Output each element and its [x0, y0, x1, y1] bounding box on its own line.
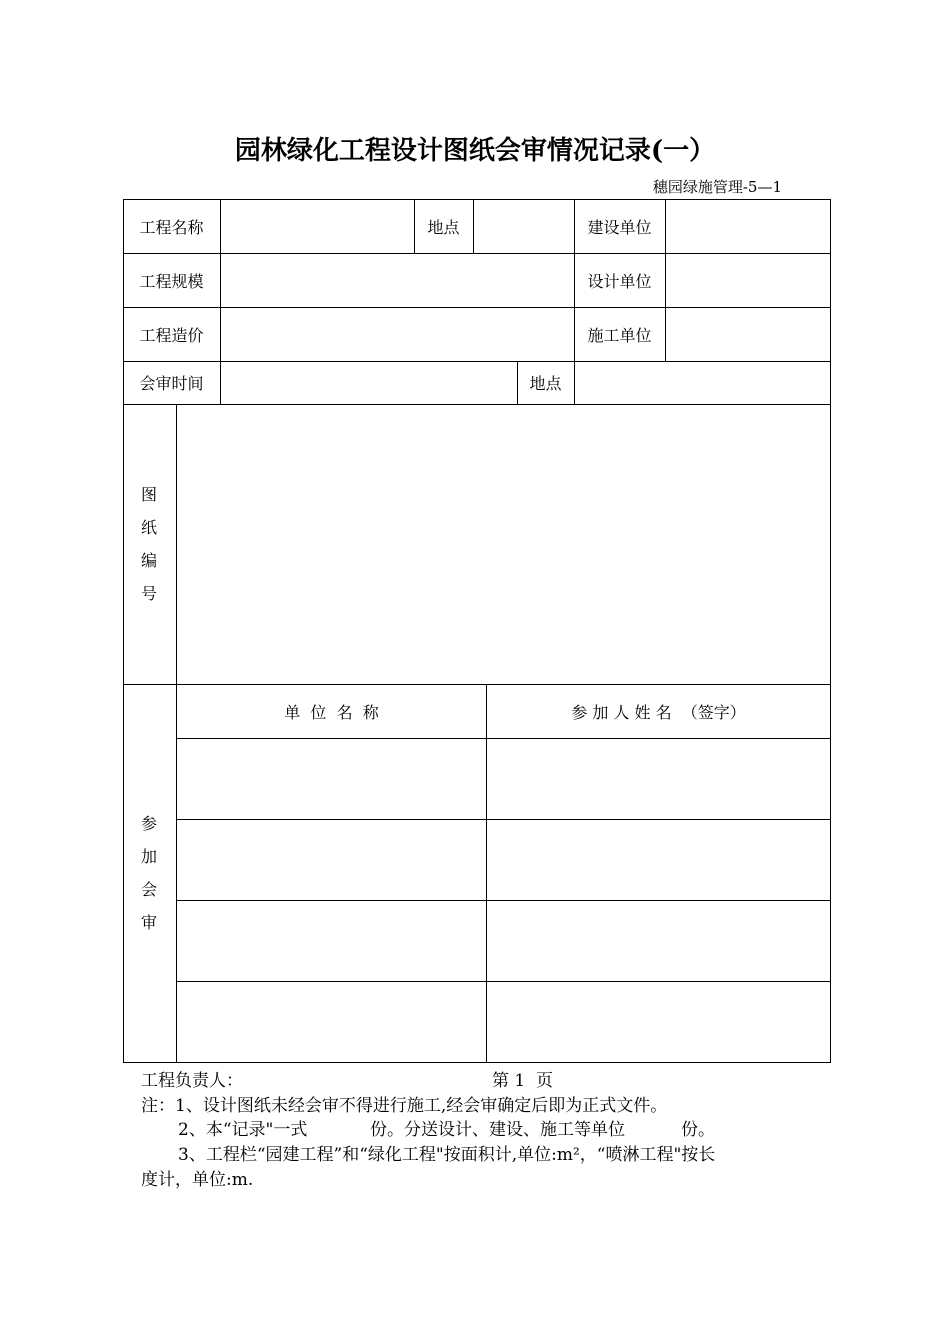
page-title: 园林绿化工程设计图纸会审情况记录(一）: [234, 136, 716, 166]
note-3-line-1: 3、工程栏“园建工程”和“绿化工程"按面积计,单位:m²，“喷淋工程"按长: [178, 1145, 716, 1165]
note-3-line-2: 度计，单位:m.: [141, 1170, 254, 1190]
label-construction-unit: 建设单位: [587, 217, 652, 237]
field-project-cost[interactable]: [221, 307, 574, 361]
note-1: 注：1、设计图纸未经会审不得进行施工,经会审确定后即为正式文件。: [141, 1096, 668, 1116]
participant-unit-cell[interactable]: [177, 820, 486, 900]
field-drawing-numbers[interactable]: [177, 405, 830, 684]
participant-signature-cell[interactable]: [487, 982, 830, 1062]
label-review-time: 会审时间: [139, 374, 204, 393]
label-project-scale: 工程规模: [139, 271, 204, 291]
header-unit-name: 单 位 名 称: [284, 703, 379, 722]
participant-signature-cell[interactable]: [487, 739, 830, 819]
field-construction-unit[interactable]: [666, 199, 830, 253]
field-design-unit[interactable]: [666, 253, 830, 307]
participant-unit-cell[interactable]: [177, 739, 486, 819]
review-form-table: [123, 199, 831, 1063]
participant-signature-cell[interactable]: [487, 820, 830, 900]
label-project-name: 工程名称: [139, 217, 204, 237]
label-participants: 参 加 会 审: [140, 814, 157, 932]
field-builder-unit[interactable]: [666, 307, 830, 361]
field-project-scale[interactable]: [221, 253, 574, 307]
note-2-part-c: 份。: [681, 1120, 715, 1140]
label-review-location: 地点: [529, 374, 562, 393]
note-2-part-b: 份。分送设计、建设、施工等单位: [370, 1120, 625, 1140]
participant-unit-cell[interactable]: [177, 901, 486, 981]
participant-unit-cell[interactable]: [177, 982, 486, 1062]
header-attendee-signature: 参 加 人 姓 名 （签字）: [571, 703, 746, 722]
form-code: 穗园绿施管理-5—1: [652, 178, 782, 196]
field-review-time[interactable]: [221, 361, 517, 404]
field-project-name[interactable]: [221, 199, 414, 253]
label-location: 地点: [427, 217, 460, 237]
label-design-unit: 设计单位: [587, 271, 652, 291]
label-project-cost: 工程造价: [139, 325, 204, 345]
note-2-part-a: 2、本“记录"一式: [178, 1120, 308, 1140]
label-builder-unit: 施工单位: [587, 325, 652, 345]
field-review-location[interactable]: [575, 361, 830, 404]
field-location[interactable]: [474, 199, 574, 253]
page-number: 第 1 页: [492, 1071, 554, 1091]
responsible-label: 工程负责人：: [141, 1071, 243, 1091]
label-drawing-number: 图 纸 编 号: [140, 485, 157, 603]
participant-signature-cell[interactable]: [487, 901, 830, 981]
